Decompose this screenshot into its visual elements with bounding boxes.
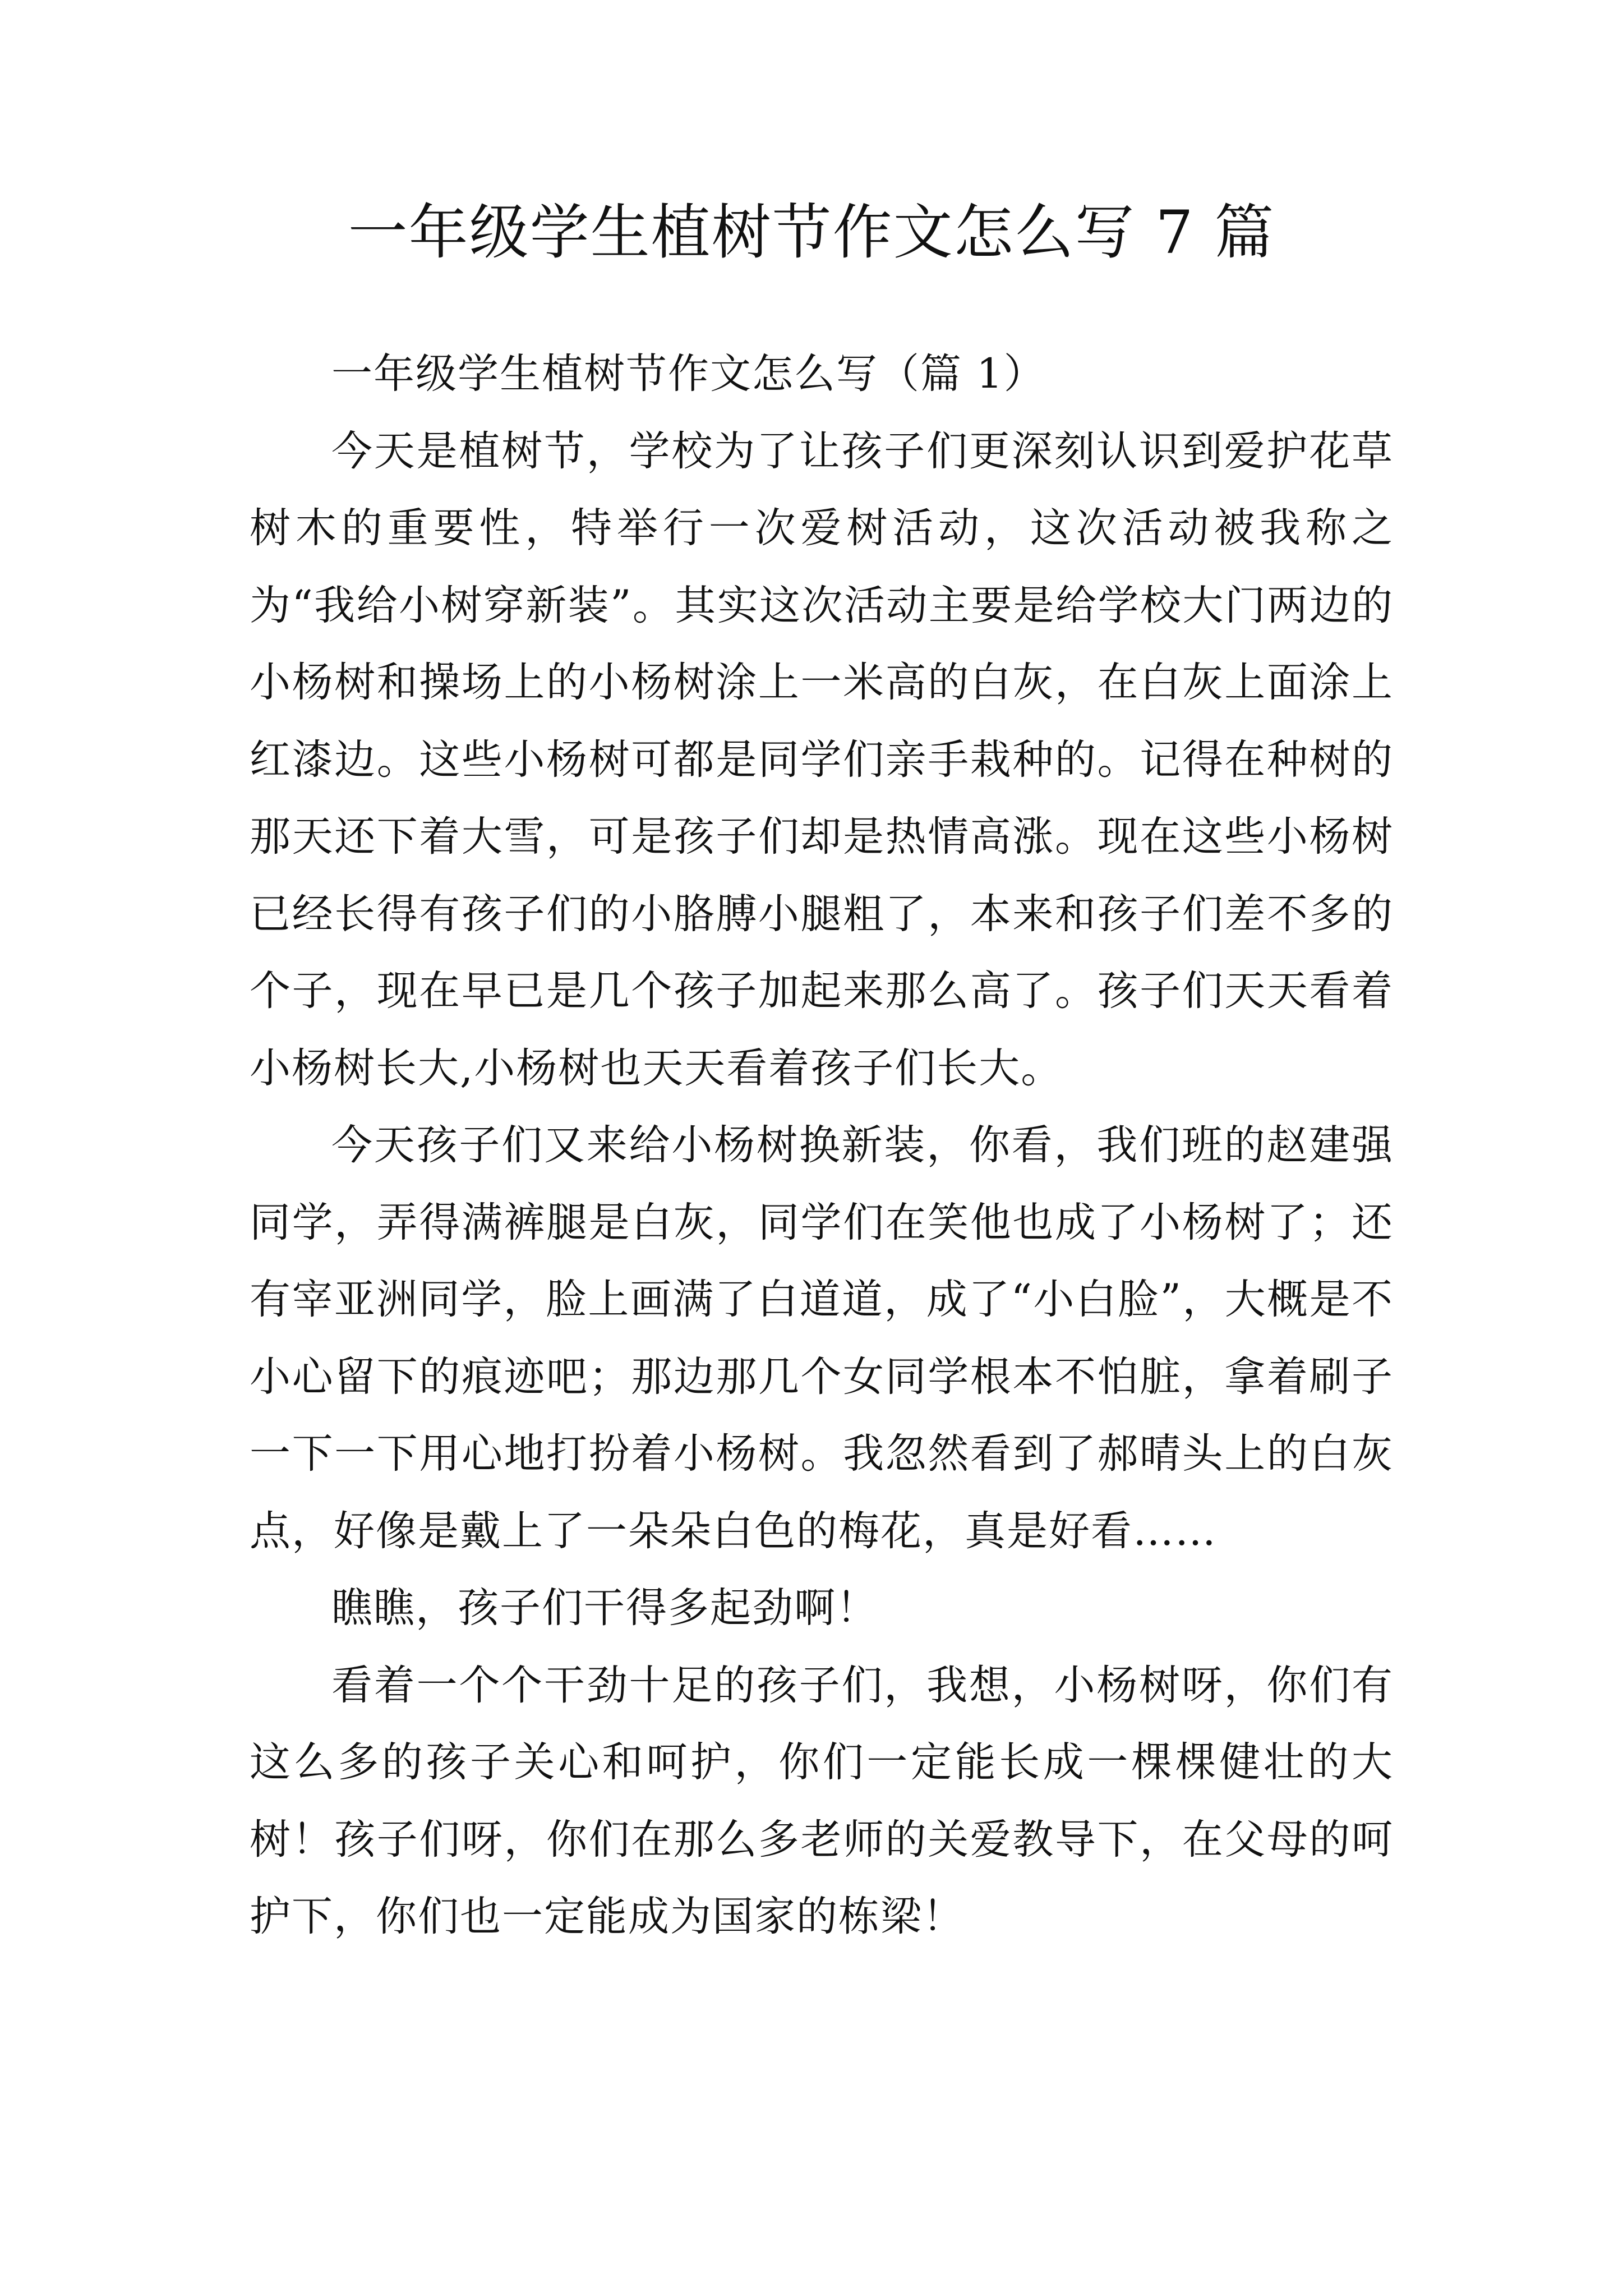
paragraph: 看着一个个干劲十足的孩子们，我想，小杨树呀，你们有这么多的孩子关心和呵护，你们一定能长成一棵棵健壮的大树！孩子们呀，你们在那么多老师的关爱教导下，在父母的呵护下，你们也一定能成为国家的栋梁！ bbox=[250, 1661, 1394, 1940]
paragraph: 今天是植树节，学校为了让孩子们更深刻认识到爱护花草树木的重要性，特举行一次爱树活动，这次活动被我称之为“我给小树穿新装”。其实这次活动主要是给学校大门两边的小杨树和操场上的小杨树涂上一米高的白灰，在白灰上面涂上红漆边。这些小杨树可都是同学们亲手栽种的。记得在种树的那天还下着大雪，可是孩子们却是热情高涨。现在这些小杨树已经长得有孩子们的小胳膊小腿粗了，本来和孩子们差不多的个子，现在早已是几个孩子加起来那么高了。孩子们天天看着小杨树长大,小杨树也天天看着孩子们长大。 bbox=[250, 427, 1394, 1092]
document-title: 一年级学生植树节作文怎么写 7 篇 bbox=[348, 198, 1275, 267]
paragraph: 今天孩子们又来给小杨树换新装，你看，我们班的赵建强同学，弄得满裤腿是白灰，同学们在笑他也成了小杨树了；还有宰亚洲同学，脸上画满了白道道，成了“小白脸”，大概是不小心留下的痕迹吧；那边那几个女同学根本不怕脏，拿着刷子一下一下用心地打扮着小杨树。我忽然看到了郝晴头上的白灰点，好像是戴上了一朵朵白色的梅花，真是好看…… bbox=[250, 1121, 1394, 1555]
document-body bbox=[250, 335, 1394, 1955]
paragraph: 瞧瞧，孩子们干得多起劲啊！ bbox=[331, 1584, 878, 1632]
section-subtitle: 一年级学生植树节作文怎么写（篇 1） bbox=[331, 350, 1046, 398]
